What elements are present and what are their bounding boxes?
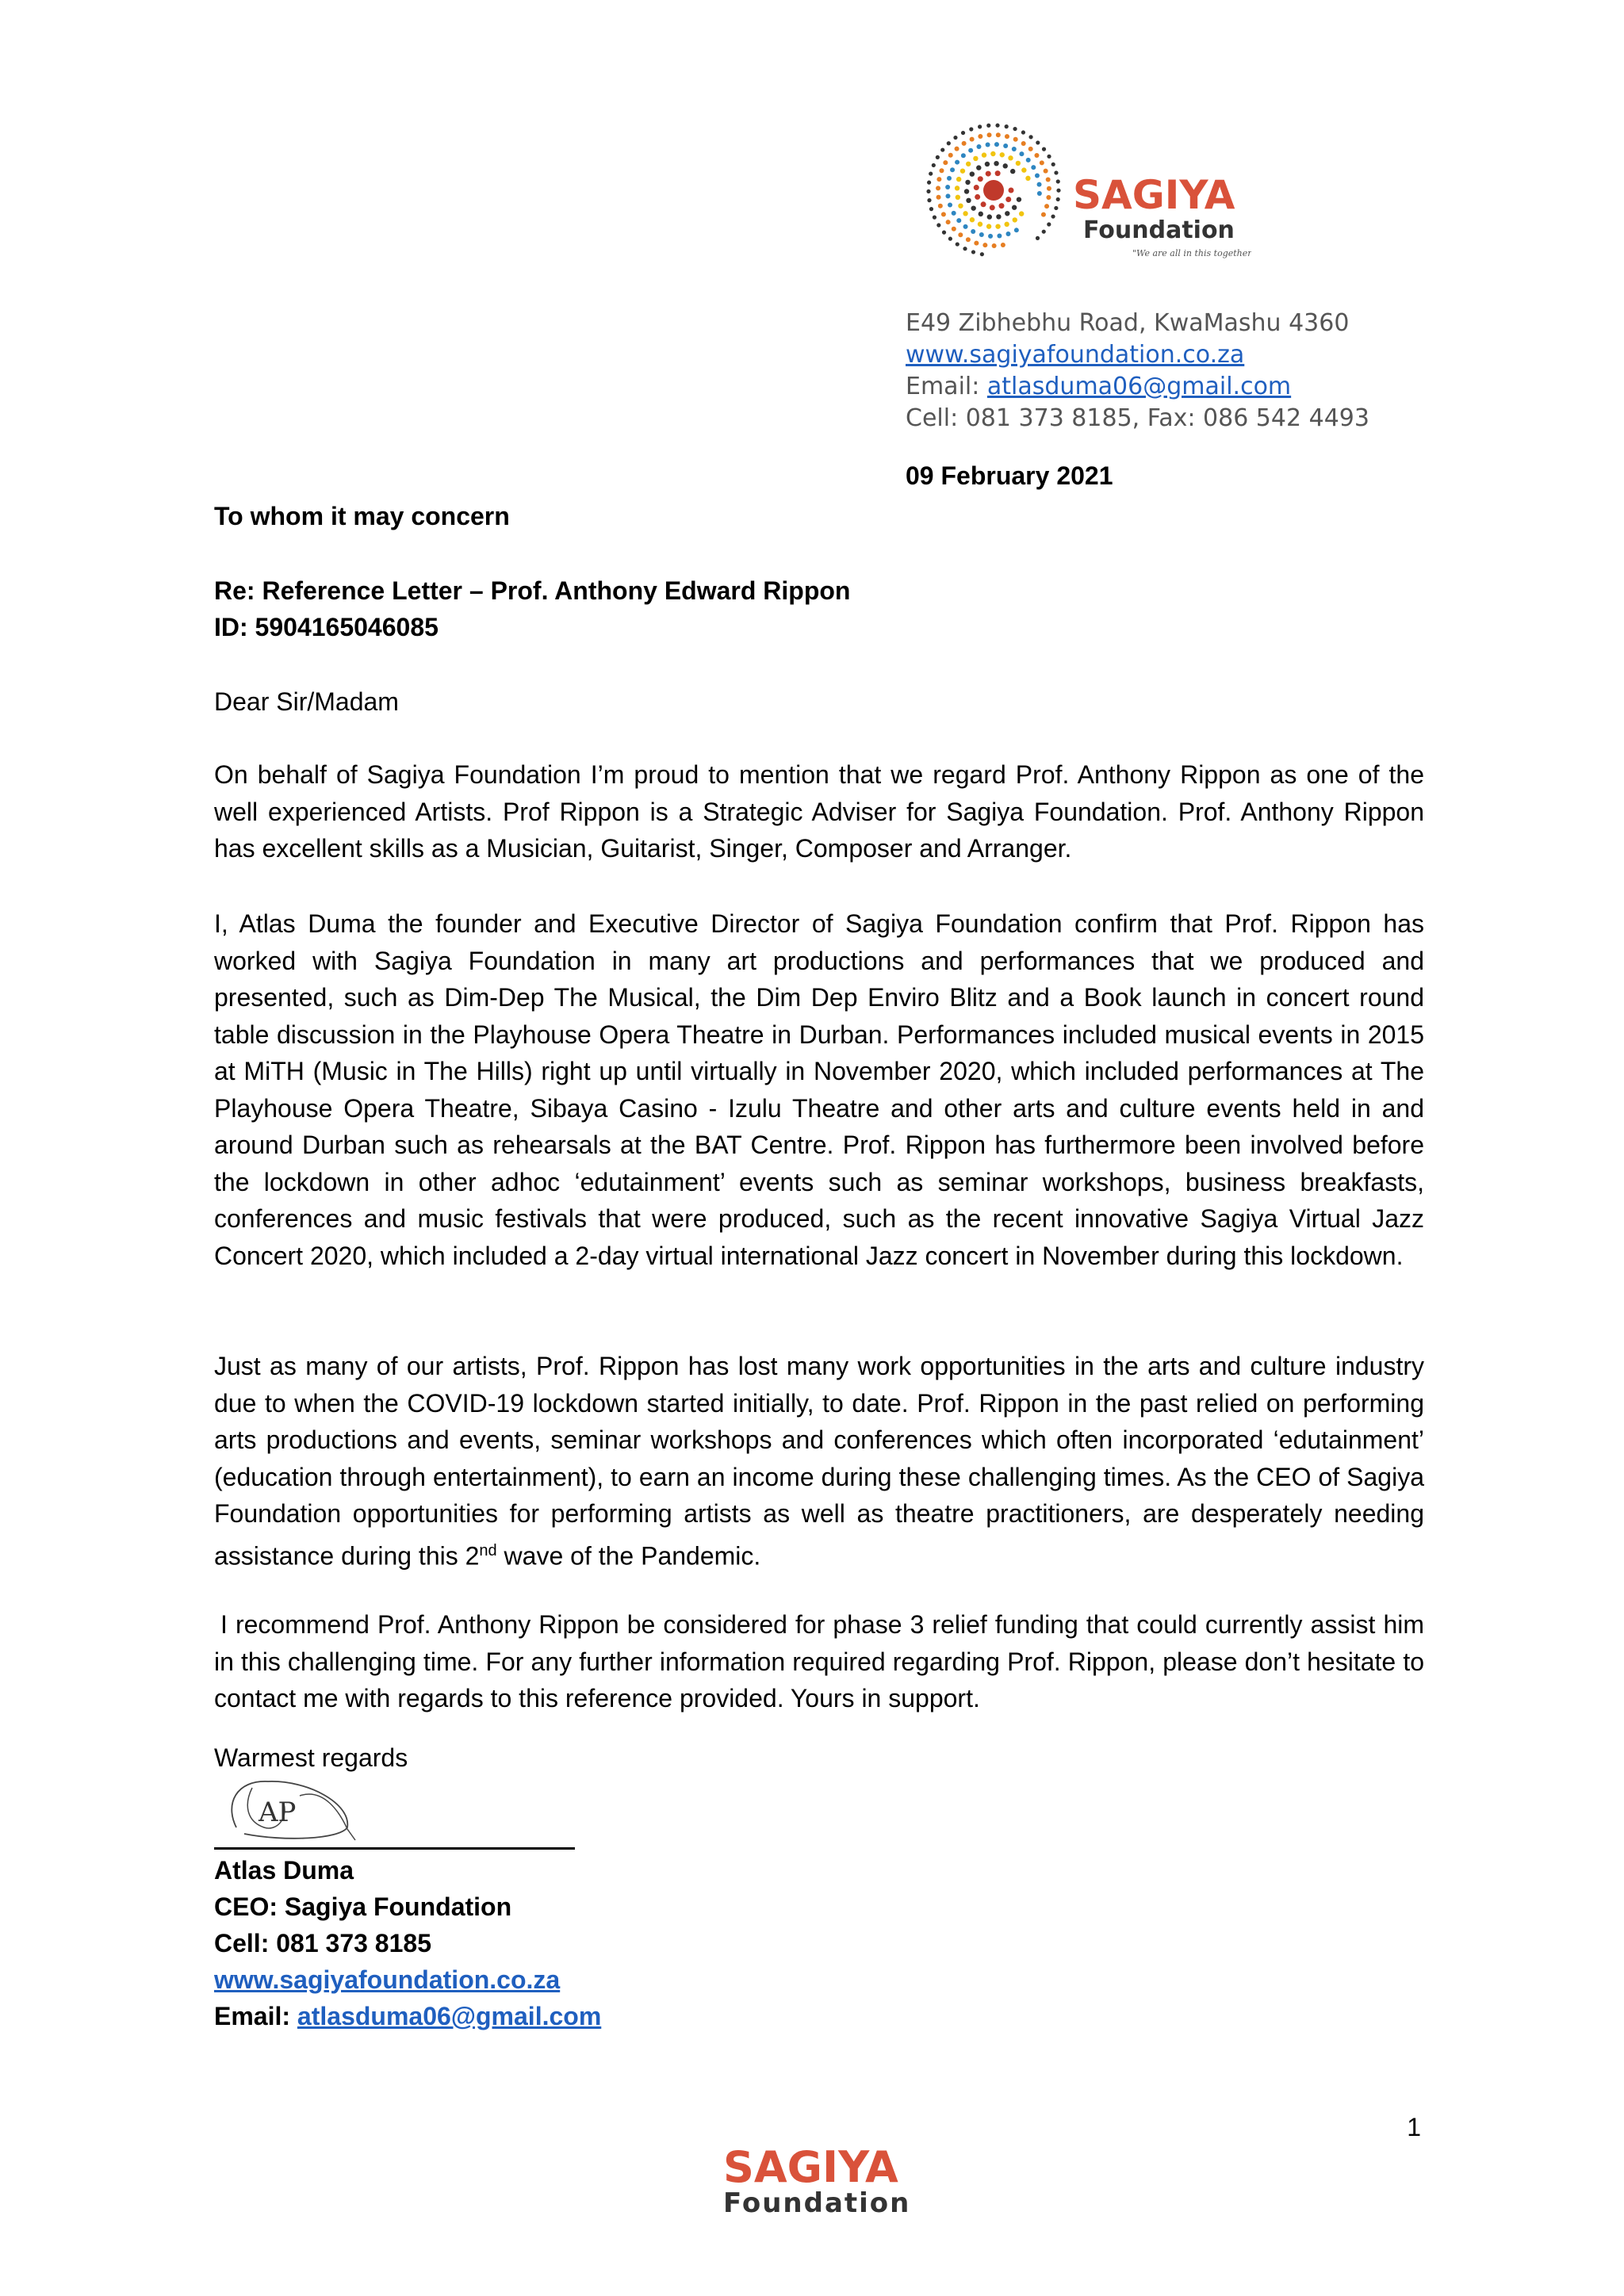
ordinal-suffix: nd <box>479 1541 497 1559</box>
email-link[interactable]: atlasduma06@gmail.com <box>986 373 1292 400</box>
logo-bottom-sub: Foundation <box>723 2187 911 2219</box>
logo-top-sub: Foundation <box>1083 216 1235 244</box>
email-label: Email: <box>906 373 987 400</box>
paragraph-4: I recommend Prof. Anthony Rippon be considered for phase 3 relief funding that could currently assist him in this challenging time. For any further information required regarding Prof. Rippon, please don’t hesitate to contact me with regards to this reference provided. Yours in support. <box>214 1610 1424 1712</box>
page-number: 1 <box>1407 2113 1421 2141</box>
signer-website-link[interactable]: www.sagiyafoundation.co.za <box>214 1965 561 1994</box>
signature-scribble-icon <box>220 1772 363 1845</box>
id-line: ID: 5904165046085 <box>214 613 439 641</box>
signer-cell: Cell: 081 373 8185 <box>214 1929 431 1957</box>
paragraph-3-main: Just as many of our artists, Prof. Rippon has lost many work opportunities in the arts and culture industry due to when the COVID-19 lockdown started initially, to date. Prof. Rippon in the past relied on performing arts productions and events, seminar workshops and conferences which often incorporated ‘edutainment’ (education through entertainment), to earn an income during these challenging times. As the CEO of Sagiya Foundation opportunities for performing artists as well as theatre practitioners, are desperately needing assistance during this 2 <box>214 1352 1424 1571</box>
paragraph-3 <box>214 1348 1424 1575</box>
paragraph-3-end: wave of the Pandemic. <box>496 1541 761 1571</box>
logo-top-tagline: "We are all in this together" <box>1132 248 1251 258</box>
salutation: Dear Sir/Madam <box>214 687 399 716</box>
paragraph-1: On behalf of Sagiya Foundation I’m proud to mention that we regard Prof. Anthony Rippon as one of the well experienced Artists. Prof Rippon is a Strategic Adviser for Sagiya Foundation. Prof. Anthony Rippon has excellent skills as a Musician, Guitarist, Singer, Composer and Arranger. <box>214 760 1424 863</box>
signer-name: Atlas Duma <box>214 1856 354 1885</box>
sagiya-logo-bottom <box>723 2141 914 2220</box>
signer-title: CEO: Sagiya Foundation <box>214 1892 512 1921</box>
signature-initials: AP <box>259 1797 297 1828</box>
subject-line: Re: Reference Letter – Prof. Anthony Edward Rippon <box>214 576 851 605</box>
signature-line <box>214 1847 575 1850</box>
address: E49 Zibhebhu Road, KwaMashu 4360 <box>906 309 1350 337</box>
logo-bottom-name: SAGIYA <box>723 2142 898 2192</box>
addressee: To whom it may concern <box>214 502 510 530</box>
website-link[interactable]: www.sagiyafoundation.co.za <box>906 341 1245 369</box>
signer-email-link[interactable]: atlasduma06@gmail.com <box>297 2002 602 2030</box>
signature <box>220 1772 363 1845</box>
letter-date: 09 February 2021 <box>906 461 1113 490</box>
closing: Warmest regards <box>214 1743 408 1772</box>
sagiya-swirl-icon <box>918 115 1251 266</box>
sagiya-logo-top <box>918 115 1251 266</box>
phone-fax: Cell: 081 373 8185, Fax: 086 542 4493 <box>906 404 1369 432</box>
letterhead-contact <box>906 308 1369 434</box>
paragraph-2: I, Atlas Duma the founder and Executive Director of Sagiya Foundation confirm that Prof. Rippon has worked with Sagiya Foundation in many art productions and performances that we produced and presented, such as Dim-Dep The Musical, the Dim Dep Enviro Blitz and a Book launch in concert round table discussion in the Playhouse Opera Theatre in Durban. Performances included musical events in 2015 at MiTH (Music in The Hills) right up until virtually in November 2020, which included performances at The Playhouse Opera Theatre, Sibaya Casino - Izulu Theatre and other arts and culture events held in and around Durban such as rehearsals at the BAT Centre. Prof. Rippon has furthermore been involved before the lockdown in other adhoc ‘edutainment’ events such as seminar workshops, business breakfasts, conferences and music festivals that were produced, such as the recent innovative Sagiya Virtual Jazz Concert 2020, which included a 2-day virtual international Jazz concert in November during this lockdown. <box>214 909 1424 1270</box>
logo-top-name: SAGIYA <box>1073 172 1235 218</box>
signer-email-label: Email: <box>214 2002 297 2030</box>
